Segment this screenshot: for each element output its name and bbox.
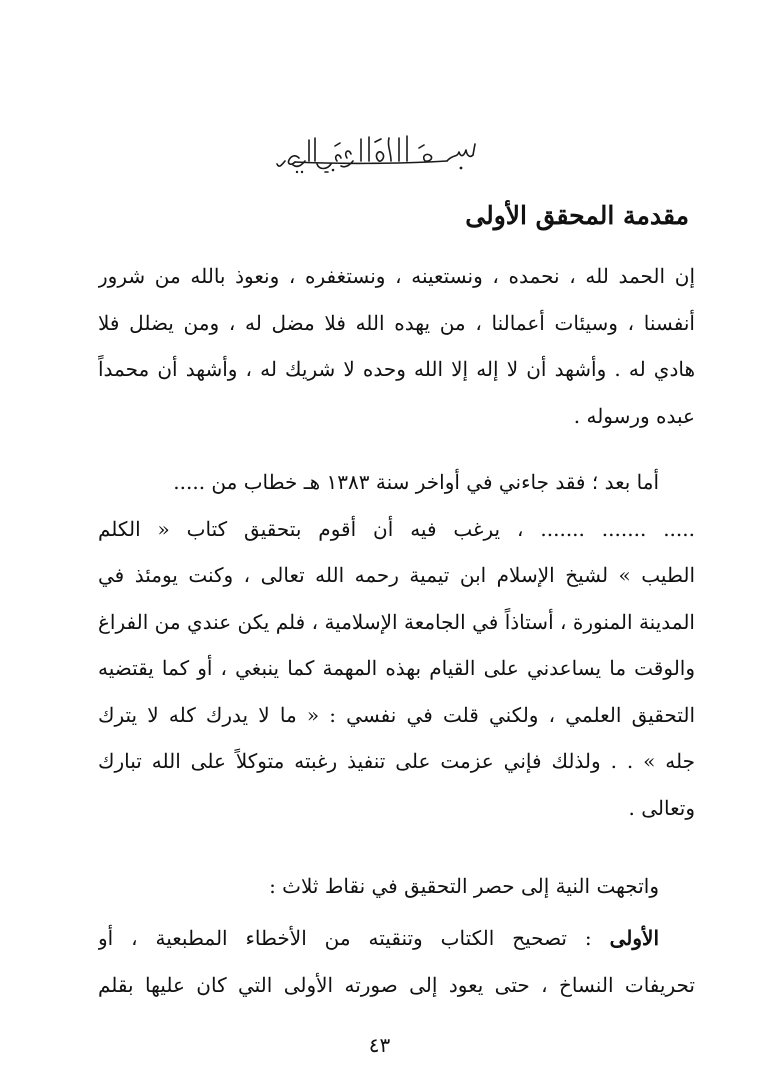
- text-line: تحريفات النساخ ، حتى يعود إلى صورته الأولى التي كان عليها بقلم: [98, 972, 695, 997]
- text-line: جله » . . ولذلك فإني عزمت على تنفيذ رغبته متوكلاً على الله تبارك: [98, 749, 695, 773]
- text-line: إن الحمد لله ، نحمده ، ونستعينه ، ونستغفره ، ونعوذ بالله من شرور: [98, 264, 695, 288]
- point-lead-word: الأولى: [609, 926, 659, 950]
- basmala-calligraphy-image: [275, 128, 485, 176]
- text-line: [98, 915, 695, 962]
- text-line: هادي له . وأشهد أن لا إله إلا الله وحده لا شريك له ، وأشهد أن محمداً: [98, 357, 695, 381]
- text-line: أما بعد ؛ فقد جاءني في أواخر سنة ١٣٨٣ هـ خطاب من .....: [173, 470, 659, 494]
- text-line: عبده ورسوله .: [573, 403, 695, 428]
- text-line: التحقيق العلمي ، ولكني قلت في نفسي : « ما لا يدرك كله لا يترك: [98, 702, 695, 727]
- basmala-calligraphy: [0, 128, 759, 176]
- paragraph-first-point: [98, 915, 695, 1008]
- page-title: مقدمة المحقق الأولى: [465, 201, 689, 230]
- text-line: ..... ....... ....... ، يرغب فيه أن أقوم بتحقيق كتاب « الكلم: [98, 516, 695, 541]
- point-text: : تصحيح الكتاب وتنقيته من الأخطاء المطبعية ، أو: [98, 926, 610, 950]
- text-line: والوقت ما يساعدني على القيام بهذه المهمة كما ينبغي ، أو كما يقتضيه: [98, 656, 695, 680]
- page-number: ٤٣: [368, 1033, 391, 1057]
- text-line: واتجهت النية إلى حصر التحقيق في نقاط ثلاث :: [269, 874, 659, 898]
- paragraph-intro: [98, 253, 695, 439]
- paragraph-points-intro: [98, 863, 695, 910]
- text-line: وتعالى .: [628, 795, 695, 820]
- text-line: المدينة المنورة ، أستاذاً في الجامعة الإسلامية ، فلم يكن عندي من الفراغ: [98, 609, 695, 634]
- paragraph-background: [98, 459, 695, 831]
- text-line: أنفسنا ، وسيئات أعمالنا ، من يهده الله فلا مضل له ، ومن يضلل فلا: [98, 310, 695, 335]
- text-line: الطيب » لشيخ الإسلام ابن تيمية رحمه الله تعالى ، وكنت يومئذ في: [98, 563, 695, 587]
